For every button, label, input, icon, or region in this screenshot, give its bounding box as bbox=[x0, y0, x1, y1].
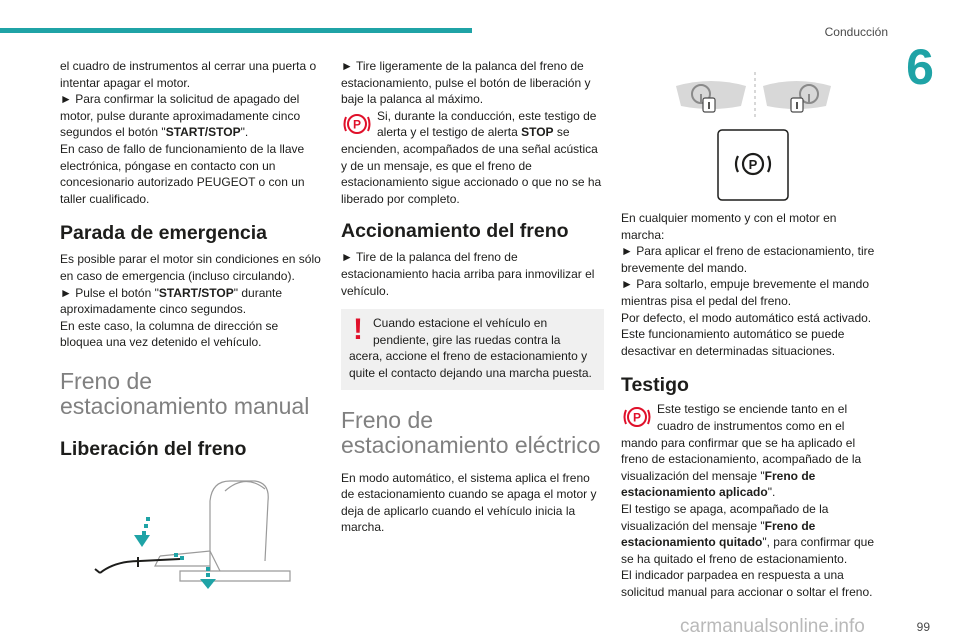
chapter-number: 6 bbox=[906, 39, 934, 95]
paragraph: ► Tire de la palanca del freno de estacionamiento hacia arriba para inmovilizar el vehículo. bbox=[341, 250, 595, 298]
paragraph: En este caso, la columna de dirección se bloquea una vez detenido el vehículo. bbox=[60, 318, 279, 350]
paragraph: P Este testigo se enciende tanto en el cuadro de instrumentos como en el mando para confirmar que se ha aplicado el freno de estacionamiento, acompañado de la visualización del mensaje "Freno de estacionamiento aplicado". bbox=[621, 402, 862, 500]
handbrake-release-illustration bbox=[60, 461, 322, 591]
paragraph: En caso de fallo de funcionamiento de la llave electrónica, póngase en contacto con un concesionario autorizado PEUGEOT o con un taller cualificado. bbox=[60, 141, 305, 206]
paragraph: ► Para soltarlo, empuje brevemente el mando mientras pisa el pedal del freno. bbox=[621, 277, 870, 308]
warning-box bbox=[341, 309, 604, 389]
paragraph: El testigo se apaga, acompañado de la visualización del mensaje "Freno de estacionamiento quitado", para confirmar que se ha quitado el freno de estacionamiento. bbox=[621, 501, 875, 566]
paragraph: En modo automático, el sistema aplica el freno de estacionamiento cuando se apaga el motor y deja de aplicarlo cuando el vehículo inicia la marcha. bbox=[341, 470, 597, 535]
exclamation-icon: ! bbox=[353, 313, 363, 347]
heading-indicator: Testigo bbox=[621, 374, 689, 397]
section-title: Conducción bbox=[824, 25, 888, 39]
paragraph: Es posible parar el motor sin condiciones en sólo en caso de emergencia (incluso circulando). bbox=[60, 252, 321, 283]
electric-brake-control-illustration bbox=[621, 58, 883, 206]
page-number: 99 bbox=[916, 620, 930, 634]
paragraph: En cualquier momento y con el motor en marcha: bbox=[621, 211, 837, 242]
paragraph: ► Tire ligeramente de la palanca del freno de estacionamiento, pulse el botón de liberación y baje la palanca al máximo. bbox=[341, 59, 591, 107]
paragraph: Por defecto, el modo automático está activado. bbox=[621, 310, 872, 325]
paragraph: ► Para aplicar el freno de estacionamiento, tire brevemente del mando. bbox=[621, 244, 875, 275]
paragraph: el cuadro de instrumentos al cerrar una puerta o intentar apagar el motor. bbox=[60, 59, 317, 90]
heading-brake-release: Liberación del freno bbox=[60, 437, 247, 460]
warning-text: Cuando estacione el vehículo en pendiente, gire las ruedas contra la acera, accione el freno de estacionamiento y quite el contacto dejando una marcha puesta. bbox=[349, 316, 592, 380]
column-2 bbox=[341, 58, 604, 536]
heading-manual-parking-brake: Freno de estacionamiento manual bbox=[60, 367, 310, 419]
paragraph: Este funcionamiento automático se puede desactivar en determinadas situaciones. bbox=[621, 327, 845, 358]
svg-text:P: P bbox=[632, 410, 642, 425]
heading-electric-parking-brake: Freno de estacionamiento eléctrico bbox=[341, 406, 601, 458]
column-3 bbox=[621, 58, 883, 600]
heading-brake-apply: Accionamiento del freno bbox=[341, 220, 569, 243]
paragraph: ► Pulse el botón "START/STOP" durante aproximadamente cinco segundos. bbox=[60, 285, 283, 317]
svg-text:P: P bbox=[748, 157, 758, 172]
watermark: carmanualsonline.info bbox=[680, 616, 865, 637]
parking-brake-warning-icon bbox=[621, 401, 653, 433]
paragraph: ► Para confirmar la solicitud de apagado del motor, pulse durante aproximadamente cinco segundos el botón "START/STOP". bbox=[60, 92, 301, 140]
column-1 bbox=[60, 58, 322, 591]
svg-text:P: P bbox=[352, 117, 362, 132]
parking-brake-warning-icon bbox=[341, 108, 373, 140]
paragraph: P Si, durante la conducción, este testigo de alerta y el testigo de alerta STOP se encienden, acompañados de una señal acústica y de un mensaje, es que el freno de estacionamiento sigue accionado o que no se ha liberado por completo. bbox=[341, 108, 602, 206]
header-accent-bar bbox=[0, 28, 472, 33]
heading-emergency-stop: Parada de emergencia bbox=[60, 222, 268, 245]
paragraph: El indicador parpadea en respuesta a una solicitud manual para accionar o soltar el freno. bbox=[621, 568, 873, 599]
